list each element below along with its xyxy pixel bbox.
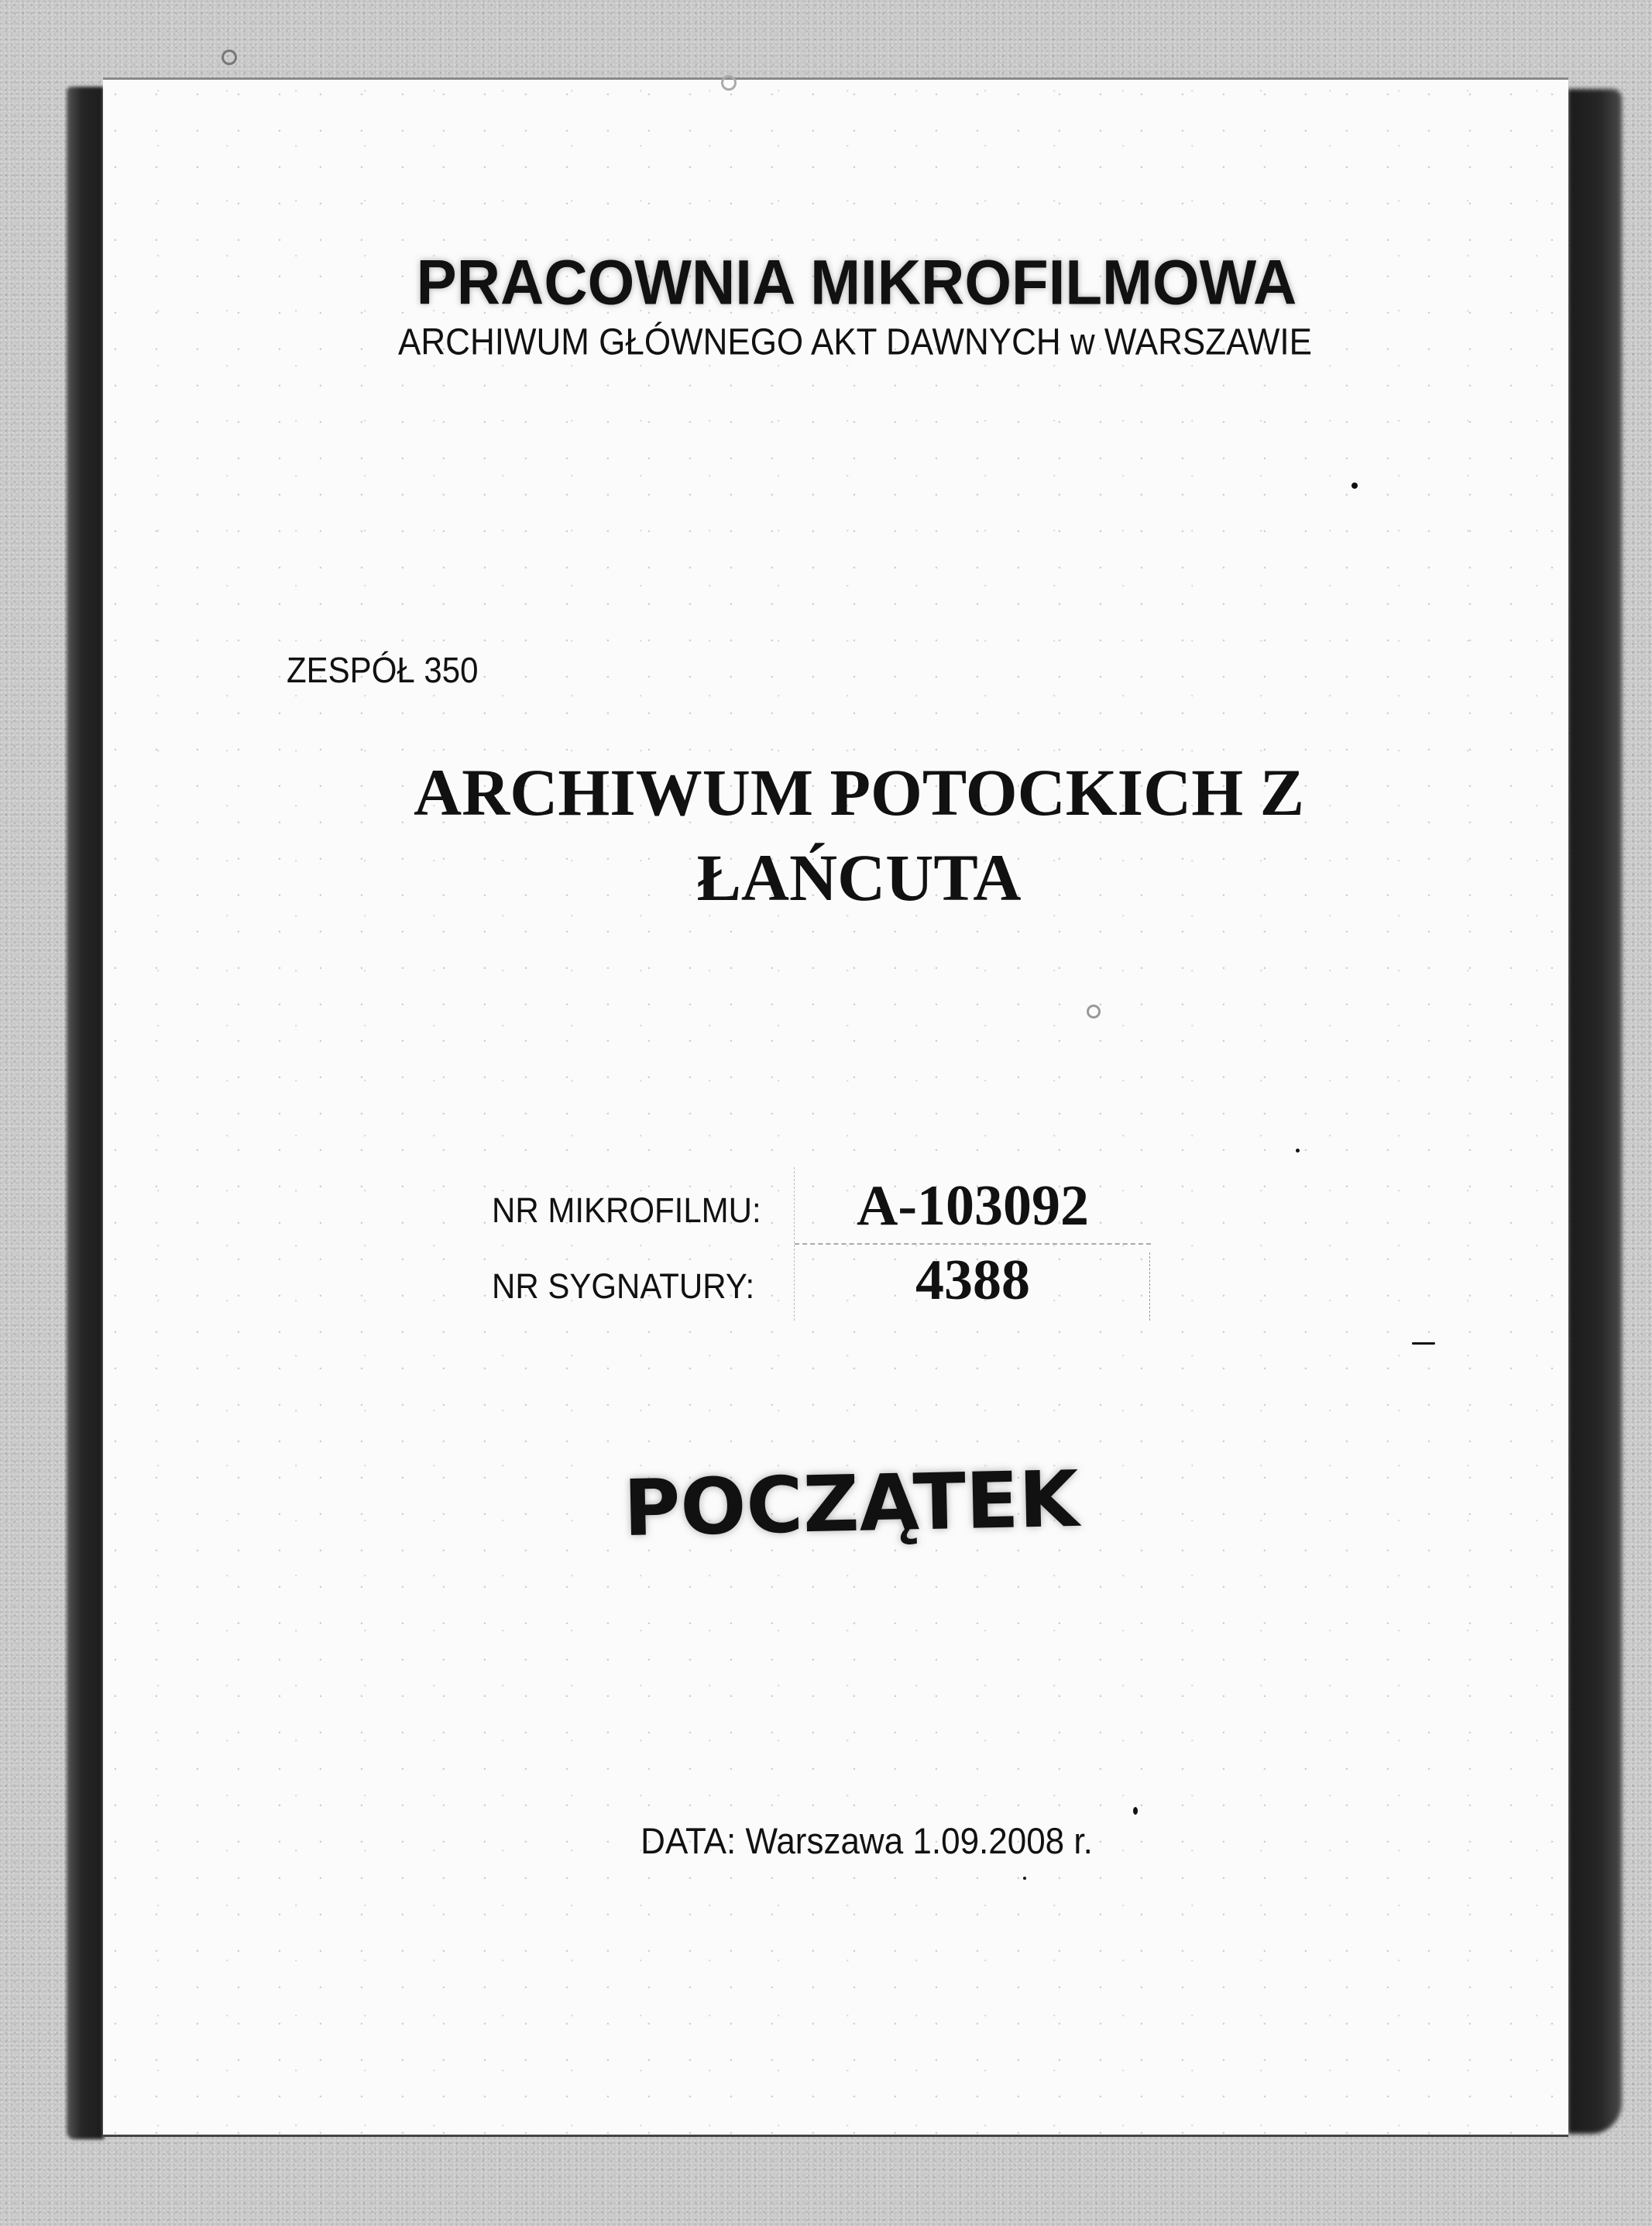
box-divider <box>795 1243 1151 1245</box>
left-edge-shadow <box>67 87 104 2139</box>
header-subtitle: ARCHIWUM GŁÓWNEGO AKT DAWNYCH w WARSZAWIE <box>398 321 1312 363</box>
fonds-number: ZESPÓŁ 350 <box>287 650 479 690</box>
scan-speck <box>1412 1342 1435 1345</box>
date-line: DATA: Warszawa 1.09.2008 r. <box>641 1821 1093 1862</box>
scan-speck <box>1296 1149 1300 1153</box>
dust-ring <box>721 75 737 91</box>
microfilm-number-value: A-103092 <box>856 1174 1090 1238</box>
begin-marker: POCZĄTEK <box>622 1453 1080 1554</box>
dust-ring <box>1087 1005 1101 1019</box>
microfilm-number-label: NR MIKROFILMU: <box>492 1190 761 1230</box>
signature-number-value: 4388 <box>915 1249 1030 1312</box>
scan-speck <box>1133 1807 1138 1815</box>
identifier-value-box <box>794 1167 1151 1321</box>
header-title: PRACOWNIA MIKROFILMOWA <box>416 246 1297 318</box>
scan-speck <box>1023 1877 1026 1880</box>
document-sheet <box>103 77 1568 2137</box>
fonds-title-line1: ARCHIWUM POTOCKICH Z <box>414 755 1304 830</box>
dust-ring <box>222 50 237 65</box>
fonds-title-line2: ŁAŃCUTA <box>696 840 1022 915</box>
scan-speck <box>1351 483 1358 489</box>
signature-number-label: NR SYGNATURY: <box>492 1266 755 1306</box>
